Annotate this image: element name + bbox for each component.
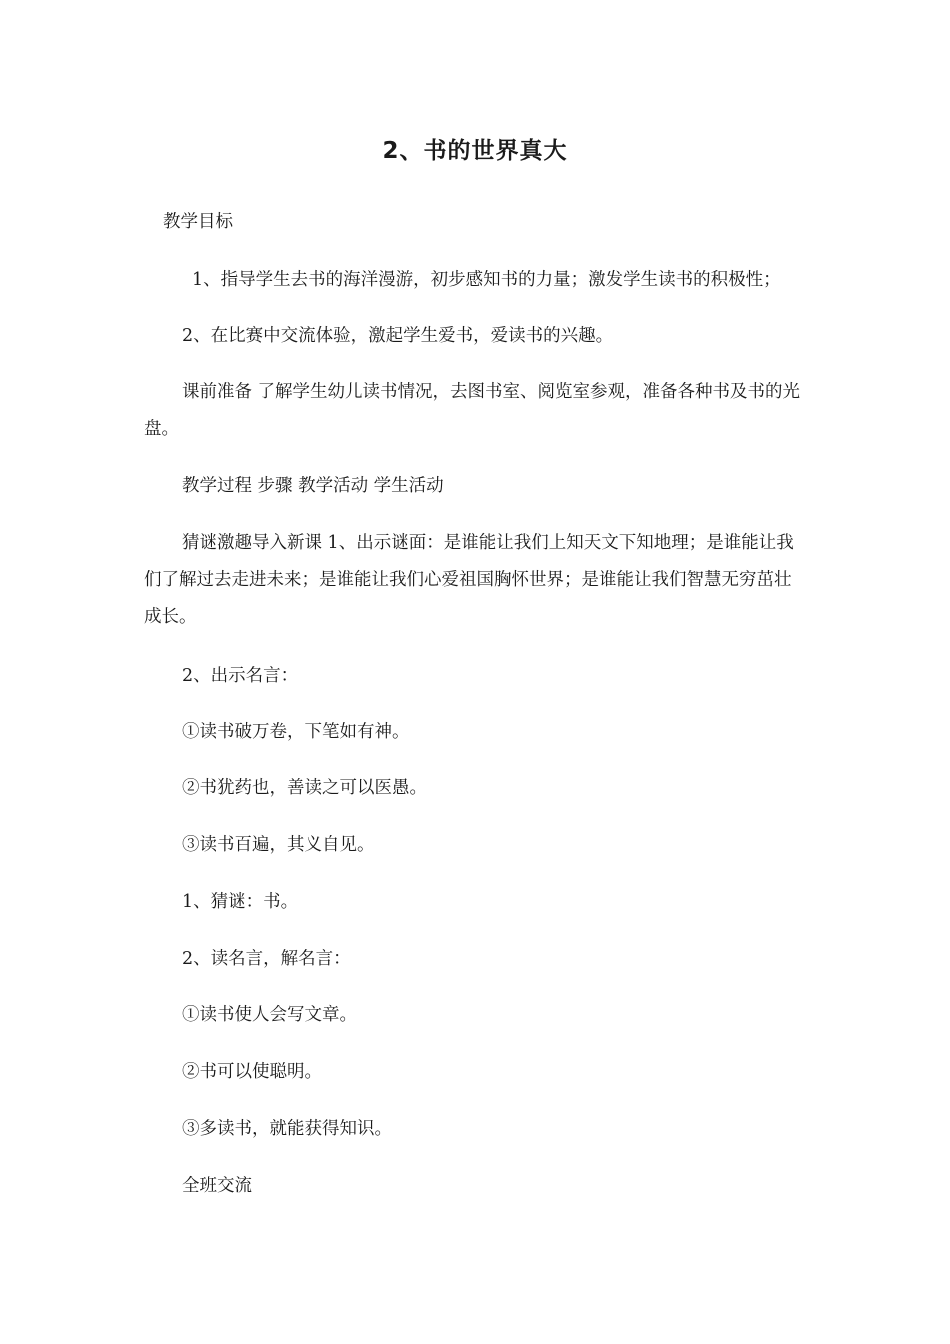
paragraph-process-header: 教学过程 步骤 教学活动 学生活动 <box>182 476 444 496</box>
goal-item-1: 1、指导学生去书的海洋漫游，初步感知书的力量；激发学生读书的积极性； <box>192 270 781 290</box>
goal-item-2: 2、在比赛中交流体验，激起学生爱书，爱读书的兴趣。 <box>182 326 614 346</box>
paragraph-class-exchange: 全班交流 <box>182 1176 252 1196</box>
paragraph-guess-riddle: 1、猜谜：书。 <box>182 892 299 912</box>
section-heading-teaching-goals: 教学目标 <box>163 212 233 232</box>
quote-item-2: ②书犹药也，善读之可以医愚。 <box>182 778 427 798</box>
quote-item-3: ③读书百遍，其义自见。 <box>182 835 375 855</box>
explanation-item-3: ③多读书，就能获得知识。 <box>182 1119 392 1139</box>
quote-item-1: ①读书破万卷，下笔如有神。 <box>182 722 410 742</box>
paragraph-riddle-intro: 猜谜激趣导入新课 1、出示谜面：是谁能让我们上知天文下知地理；是谁能让我们了解过去走进未来；是谁能让我们心爱祖国胸怀世界；是谁能让我们智慧无穷茁壮成长。 <box>144 533 794 627</box>
document-title: 2、书的世界真大 <box>382 138 568 164</box>
paragraph-read-quotes: 2、读名言，解名言： <box>182 949 351 969</box>
paragraph-preparation: 课前准备 了解学生幼儿读书情况，去图书室、阅览室参观，准备各种书及书的光盘。 <box>144 382 801 439</box>
explanation-item-1: ①读书使人会写文章。 <box>182 1005 357 1025</box>
explanation-item-2: ②书可以使聪明。 <box>182 1062 322 1082</box>
paragraph-show-quotes: 2、出示名言： <box>182 666 299 686</box>
